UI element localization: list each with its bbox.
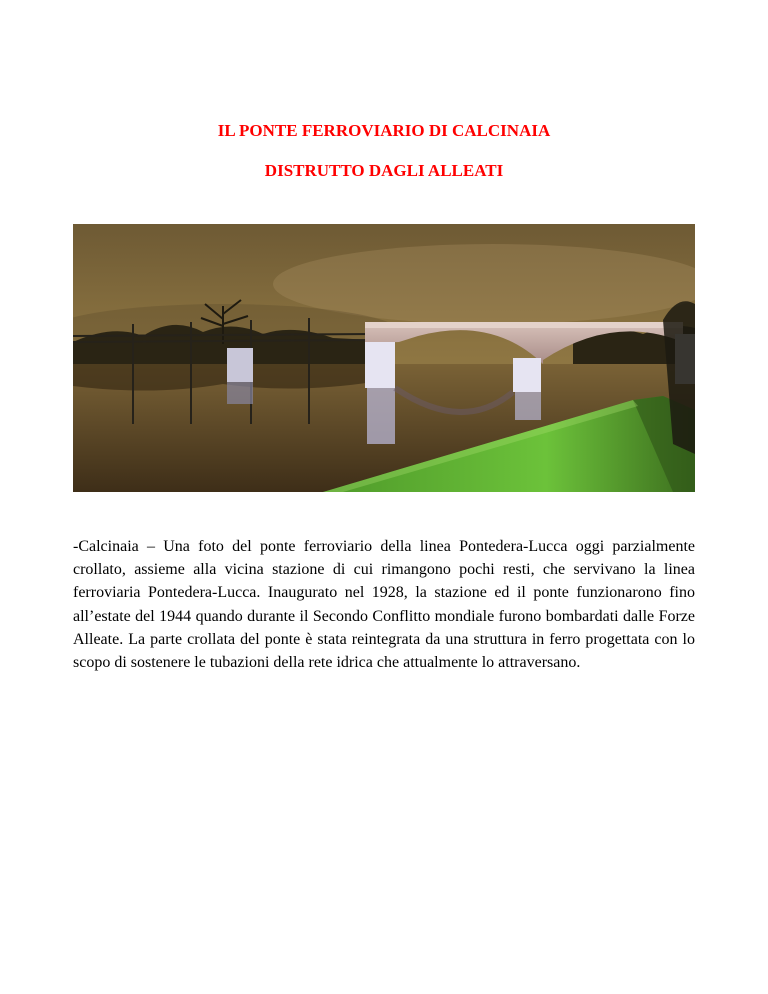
caption-lead: -Calcinaia – Una foto del [73,538,252,555]
document-title: IL PONTE FERROVIARIO DI CALCINAIA [217,121,551,140]
photo-caption-paragraph [73,535,695,674]
bridge-photo [73,224,695,492]
caption-body: ponte ferroviario della linea Pontedera-Lucca oggi parzialmente crollato, assieme alla vicina stazione di cui rimangono pochi resti, che servivano la linea ferroviaria Pontedera-Lucca. Inaugurato nel 1928, la stazione ed il ponte funzionarono fino all’estate del 1944 quando durante il Secondo Conflitto mondiale furono bombardati dalle Forze Alleate. La parte crollata del ponte è stata reintegrata da una struttura in ferro progettata con lo scopo di sostenere le tubazioni della rete idrica che attualmente lo attraversano. [73,538,695,672]
document-subtitle: DISTRUTTO DAGLI ALLEATI [264,161,504,180]
